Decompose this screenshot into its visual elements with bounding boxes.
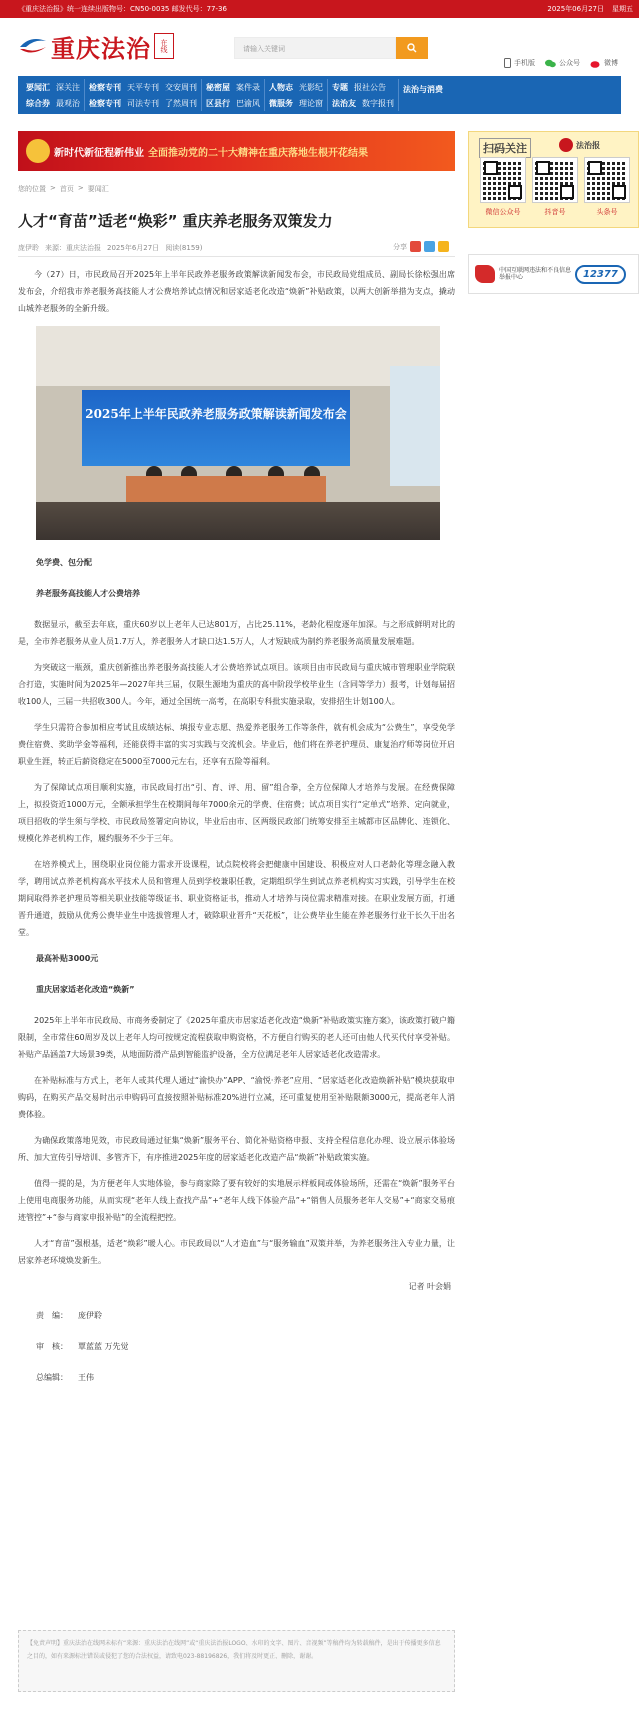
nav-group bbox=[202, 79, 265, 111]
nav-item[interactable]: 秘密屋 bbox=[206, 82, 230, 92]
nav-group bbox=[22, 79, 85, 111]
article-paragraph: 学生只需符合参加相应考试且成绩达标、填报专业志愿、热爱养老服务工作等条件，就有机会成为“公费生”，享受免学费住宿费、奖助学金等福利，还能获得丰富的实习实践与交流机会。毕业后，他们将在养老护理员、康复治疗师等岗位开启职业生涯，转正后薪资稳定在5000至7000元左右，还享有五险等福利。 bbox=[18, 723, 455, 766]
breadcrumb-section[interactable]: 要闻汇 bbox=[87, 185, 109, 193]
reviewer-label: 审 核： bbox=[36, 1342, 68, 1351]
photo-window bbox=[390, 366, 440, 486]
reporter-signature: 记者 叶会娟 bbox=[408, 1282, 451, 1291]
article-body bbox=[18, 266, 455, 1400]
qr-follow-panel bbox=[468, 131, 639, 228]
search-bar bbox=[234, 37, 428, 59]
site-logo[interactable] bbox=[18, 29, 174, 64]
wechat-qr-code bbox=[481, 158, 525, 202]
disclaimer-box: 【免责声明】重庆法治在线网未标有“来源：重庆法治在线网”或“重庆法治报LOGO、水印的文字、图片、音视频”等稿件均为转载稿件，是出于传播更多信息之目的，如有来源标注错误或侵犯了您的合法权益，请致电023-88196826，我们将及时更正、删除，谢谢。 bbox=[18, 1630, 455, 1692]
nav-item[interactable]: 专题 bbox=[332, 82, 348, 92]
qr-label: 微信公众号 bbox=[485, 208, 521, 216]
header-links bbox=[504, 58, 618, 68]
nav-item[interactable]: 案件录 bbox=[236, 82, 260, 92]
mobile-link[interactable] bbox=[504, 58, 535, 68]
nav-item[interactable]: 巴渝风 bbox=[236, 98, 260, 108]
logo-seal: 在线 bbox=[154, 33, 174, 59]
nav-item[interactable]: 区县行 bbox=[206, 98, 230, 108]
article-paragraph: 数据显示，截至去年底，重庆60岁以上老年人已达801万，占比25.11%，老龄化程度逐年加深。与之形成鲜明对比的是，全市养老服务从业人员1.7万人，养老服务人才缺口达1.5万人，人才短缺成为制约养老服务高质量发展难题。 bbox=[18, 620, 455, 646]
weibo-link-label: 微博 bbox=[604, 59, 618, 67]
editor-label: 责 编： bbox=[36, 1311, 68, 1320]
article-title: 人才“育苗”适老“焕彩” 重庆养老服务双策发力 bbox=[18, 212, 333, 230]
weibo-icon bbox=[590, 59, 601, 68]
breadcrumb-separator: > bbox=[77, 184, 84, 192]
article-paragraph: 为了保障试点项目顺利实施，市民政局打出“引、育、评、用、留”组合拳，全方位保障人才培养与发展。在经费保障上，拟投资近1000万元，全额承担学生在校期间每年7000余元的学费、住宿费；试点项目实行“定单式”培养、定向就业，项目招收的学生须与学校、市民政局签署定向协议，毕业后由市、区两级民政部门统筹安排至主城都市区品牌化、连锁化、规模化养老机构工作，履约服务不少于三年。 bbox=[18, 783, 455, 843]
nav-item[interactable]: 了然周刊 bbox=[165, 98, 197, 108]
article-paragraph: 2025年上半年市民政局、市商务委制定了《2025年重庆市居家适老化改造“焕新”补贴政策实施方案》，该政策打破户籍限制，全市常住60周岁及以上老年人均可按规定流程获取申购资格，不方便自行购买的老人还可由他人代买代付享受补贴。补贴产品涵盖7大场景39类，从地面防滑产品到智能监护设备，全方位满足老年人居家适老化改造需求。 bbox=[18, 1016, 456, 1059]
nav-item[interactable]: 综合券 bbox=[26, 98, 50, 108]
qzone-share-icon[interactable] bbox=[424, 241, 435, 252]
photo-audience bbox=[36, 502, 440, 540]
breadcrumb-label: 您的位置 bbox=[18, 185, 46, 193]
breadcrumb-separator: > bbox=[50, 184, 56, 192]
photo-ceiling bbox=[36, 326, 440, 386]
chief-editor-line bbox=[18, 1369, 455, 1386]
qr-label: 抖音号 bbox=[544, 208, 566, 216]
nav-item[interactable]: 交安周刊 bbox=[165, 82, 197, 92]
article-reads: 阅读(8159) bbox=[165, 244, 203, 252]
article-date: 2025年6月27日 bbox=[107, 244, 160, 252]
article-paragraph: 为确保政策落地见效，市民政局通过征集“焕新”服务平台、简化补贴资格申报、支持全程信息化办理、设立展示体验场所、加大宣传引导培训、多管齐下，有序推进2025年度的居家适老化改造产品“焕新”补贴政策实施。 bbox=[18, 1136, 455, 1162]
report-number: 12377 bbox=[575, 265, 626, 284]
follow-title: 扫码关注 bbox=[479, 138, 531, 158]
article-paragraph: 在补贴标准与方式上，老年人或其代理人通过“渝快办”APP、“渝悦·养老”应用、“居家适老化改造焕新补贴”模块获取申购码，在购买产品交易时出示申购码可直接按照补贴标准20%进行立减，还可重复使用至补贴限额3000元，提高老年人消费体验。 bbox=[18, 1076, 455, 1119]
article-author: 庞伊聆 bbox=[18, 244, 39, 252]
nav-group bbox=[85, 79, 202, 111]
phone-icon bbox=[504, 58, 511, 68]
nav-item[interactable]: 最观治 bbox=[56, 98, 80, 108]
reviewer-line bbox=[18, 1338, 455, 1355]
main-nav bbox=[18, 76, 621, 114]
photo-screen-caption: 2025年上半年民政养老服务政策解读新闻发布会 bbox=[82, 390, 350, 466]
nav-group bbox=[265, 79, 328, 111]
chief-editor-value: 王伟 bbox=[78, 1373, 94, 1382]
douyin-qr-code bbox=[533, 158, 577, 202]
nav-item[interactable]: 人物志 bbox=[269, 82, 293, 92]
article-paragraph: 在培养模式上，围绕职业岗位能力需求开设课程，试点院校将会把健康中国建设、积极应对人口老龄化等理念融入教学，聘用试点养老机构高水平技术人员和管理人员到学校兼职任教，定期组织学生到试点养老机构实习实践，引导学生在校期间取得养老护理员等相关职业技能等级证书、职业资格证书，推动人才培养与岗位需求精准对接。在职业发展方面，打通晋升通道，鼓励从优秀公费毕业生中选拔管理人才，破除职业晋升“天花板”，让公费毕业生能在养老服务行业干长久干出名堂。 bbox=[18, 860, 455, 937]
section-heading: 重庆居家适老化改造“焕新” bbox=[36, 985, 135, 994]
search-icon bbox=[407, 43, 417, 53]
nav-item[interactable]: 理论窗 bbox=[299, 98, 323, 108]
logo-text: 重庆法治 bbox=[51, 33, 151, 63]
toutiao-qr-code bbox=[585, 158, 629, 202]
nav-item[interactable]: 光影纪 bbox=[299, 82, 323, 92]
brand-logo-icon bbox=[559, 138, 573, 152]
wechat-link[interactable] bbox=[545, 58, 580, 68]
title-divider bbox=[18, 256, 455, 257]
brand-text: 法治报 bbox=[576, 140, 600, 150]
section-heading: 免学费、包分配 bbox=[36, 558, 92, 567]
nav-item[interactable]: 数字报刊 bbox=[362, 98, 394, 108]
section-heading: 最高补贴3000元 bbox=[36, 954, 99, 963]
current-date: 2025年06月27日 bbox=[547, 5, 604, 13]
chief-editor-label: 总编辑： bbox=[36, 1373, 68, 1382]
report-center-banner[interactable] bbox=[468, 254, 639, 294]
brand-label bbox=[559, 138, 600, 152]
site-header bbox=[0, 18, 639, 74]
article-paragraph: 人才“育苗”强根基，适老“焕彩”暖人心。市民政局以“人才造血”与“服务输血”双策并举，为养老服务注入专业力量，让居家养老环境焕发新生。 bbox=[18, 1239, 455, 1265]
nav-item[interactable]: 法治友 bbox=[332, 98, 356, 108]
qr-label: 头条号 bbox=[596, 208, 618, 216]
section-heading: 养老服务高技能人才公费培养 bbox=[36, 589, 140, 598]
share-bar bbox=[393, 241, 449, 252]
mobile-link-label: 手机版 bbox=[514, 59, 535, 67]
article-paragraph: 值得一提的是，为方便老年人实地体验，参与商家除了要有较好的实地展示样板间或体验场所，还需在“焕新”服务平台上使用电商服务功能，从而实现“老年人线上查找产品”+“老年人线下体验产品”+“销售人员服务老年人交易”+“商家交易痕迹管控”+“参与商家申报补贴”的全流程把控。 bbox=[18, 1179, 455, 1222]
search-button[interactable] bbox=[396, 37, 428, 59]
banner-text-2: 全面推动党的二十大精神在重庆落地生根开花结果 bbox=[148, 147, 368, 159]
weibo-share-icon[interactable] bbox=[410, 241, 421, 252]
nav-item[interactable]: 检察专刊 bbox=[89, 82, 121, 92]
banner-text-1: 新时代新征程新伟业 bbox=[54, 147, 144, 159]
wechat-icon bbox=[545, 59, 556, 68]
photo-table bbox=[126, 476, 326, 502]
nav-item[interactable]: 报社公告 bbox=[354, 82, 386, 92]
top-bar bbox=[0, 0, 639, 18]
logo-swirl-icon bbox=[18, 35, 48, 57]
reviewer-value: 覃蓝蓝 万先觉 bbox=[78, 1342, 129, 1351]
editor-line bbox=[18, 1307, 455, 1324]
party-emblem-icon bbox=[26, 139, 50, 163]
nav-item[interactable]: 深关注 bbox=[56, 82, 80, 92]
nav-item[interactable]: 微服务 bbox=[269, 98, 293, 108]
report-center-text: 中国互联网违法和不良信息举报中心 bbox=[499, 266, 572, 281]
nav-item[interactable]: 天平专刊 bbox=[127, 82, 159, 92]
article-paragraph: 为突破这一瓶颈，重庆创新推出养老服务高技能人才公费培养试点项目。该项目由市民政局与重庆城市管理职业学院联合打造，实施时间为2025年—2027年共三届，仅限生源地为重庆的高中阶段学校毕业生（含同等学力）报考，计划每届招收100人，三届一共招收300人。今年，通过全国统一高考，在高职专科批实施录取，安排招生计划100人。 bbox=[18, 663, 455, 706]
nav-group bbox=[328, 79, 399, 111]
search-input[interactable]: 请输入关键词 bbox=[234, 37, 396, 59]
publication-info: 《重庆法治报》统一连续出版物号：CN50-0035 邮发代号：77-36 bbox=[18, 5, 227, 13]
theme-banner[interactable] bbox=[18, 131, 455, 171]
article-paragraph: 今（27）日，市民政局召开2025年上半年民政养老服务政策解读新闻发布会，市民政局党组成员、副局长徐松强出席发布会，介绍我市养老服务高技能人才公费培养试点情况和居家适老化改造“焕新”补贴政策，以两大创新举措为支点，撬动山城养老服务的全新升级。 bbox=[18, 270, 455, 313]
china-map-icon bbox=[475, 265, 495, 283]
article-meta bbox=[18, 243, 202, 253]
breadcrumb bbox=[18, 184, 109, 194]
wechat-link-label: 公众号 bbox=[559, 59, 580, 67]
nav-item[interactable]: 司法专刊 bbox=[127, 98, 159, 108]
favorite-share-icon[interactable] bbox=[438, 241, 449, 252]
nav-group bbox=[399, 79, 447, 111]
press-conference-photo bbox=[36, 326, 440, 540]
nav-item[interactable]: 要闻汇 bbox=[26, 82, 50, 92]
share-label: 分享 bbox=[393, 242, 407, 251]
article-source: 来源：重庆法治报 bbox=[45, 244, 101, 252]
editor-value: 庞伊聆 bbox=[78, 1311, 102, 1320]
nav-item[interactable]: 法治与消费 bbox=[403, 85, 443, 95]
weibo-link[interactable] bbox=[590, 58, 618, 68]
weekday: 星期五 bbox=[612, 5, 633, 13]
nav-item[interactable]: 检察专刊 bbox=[89, 98, 121, 108]
breadcrumb-home[interactable]: 首页 bbox=[59, 185, 74, 193]
